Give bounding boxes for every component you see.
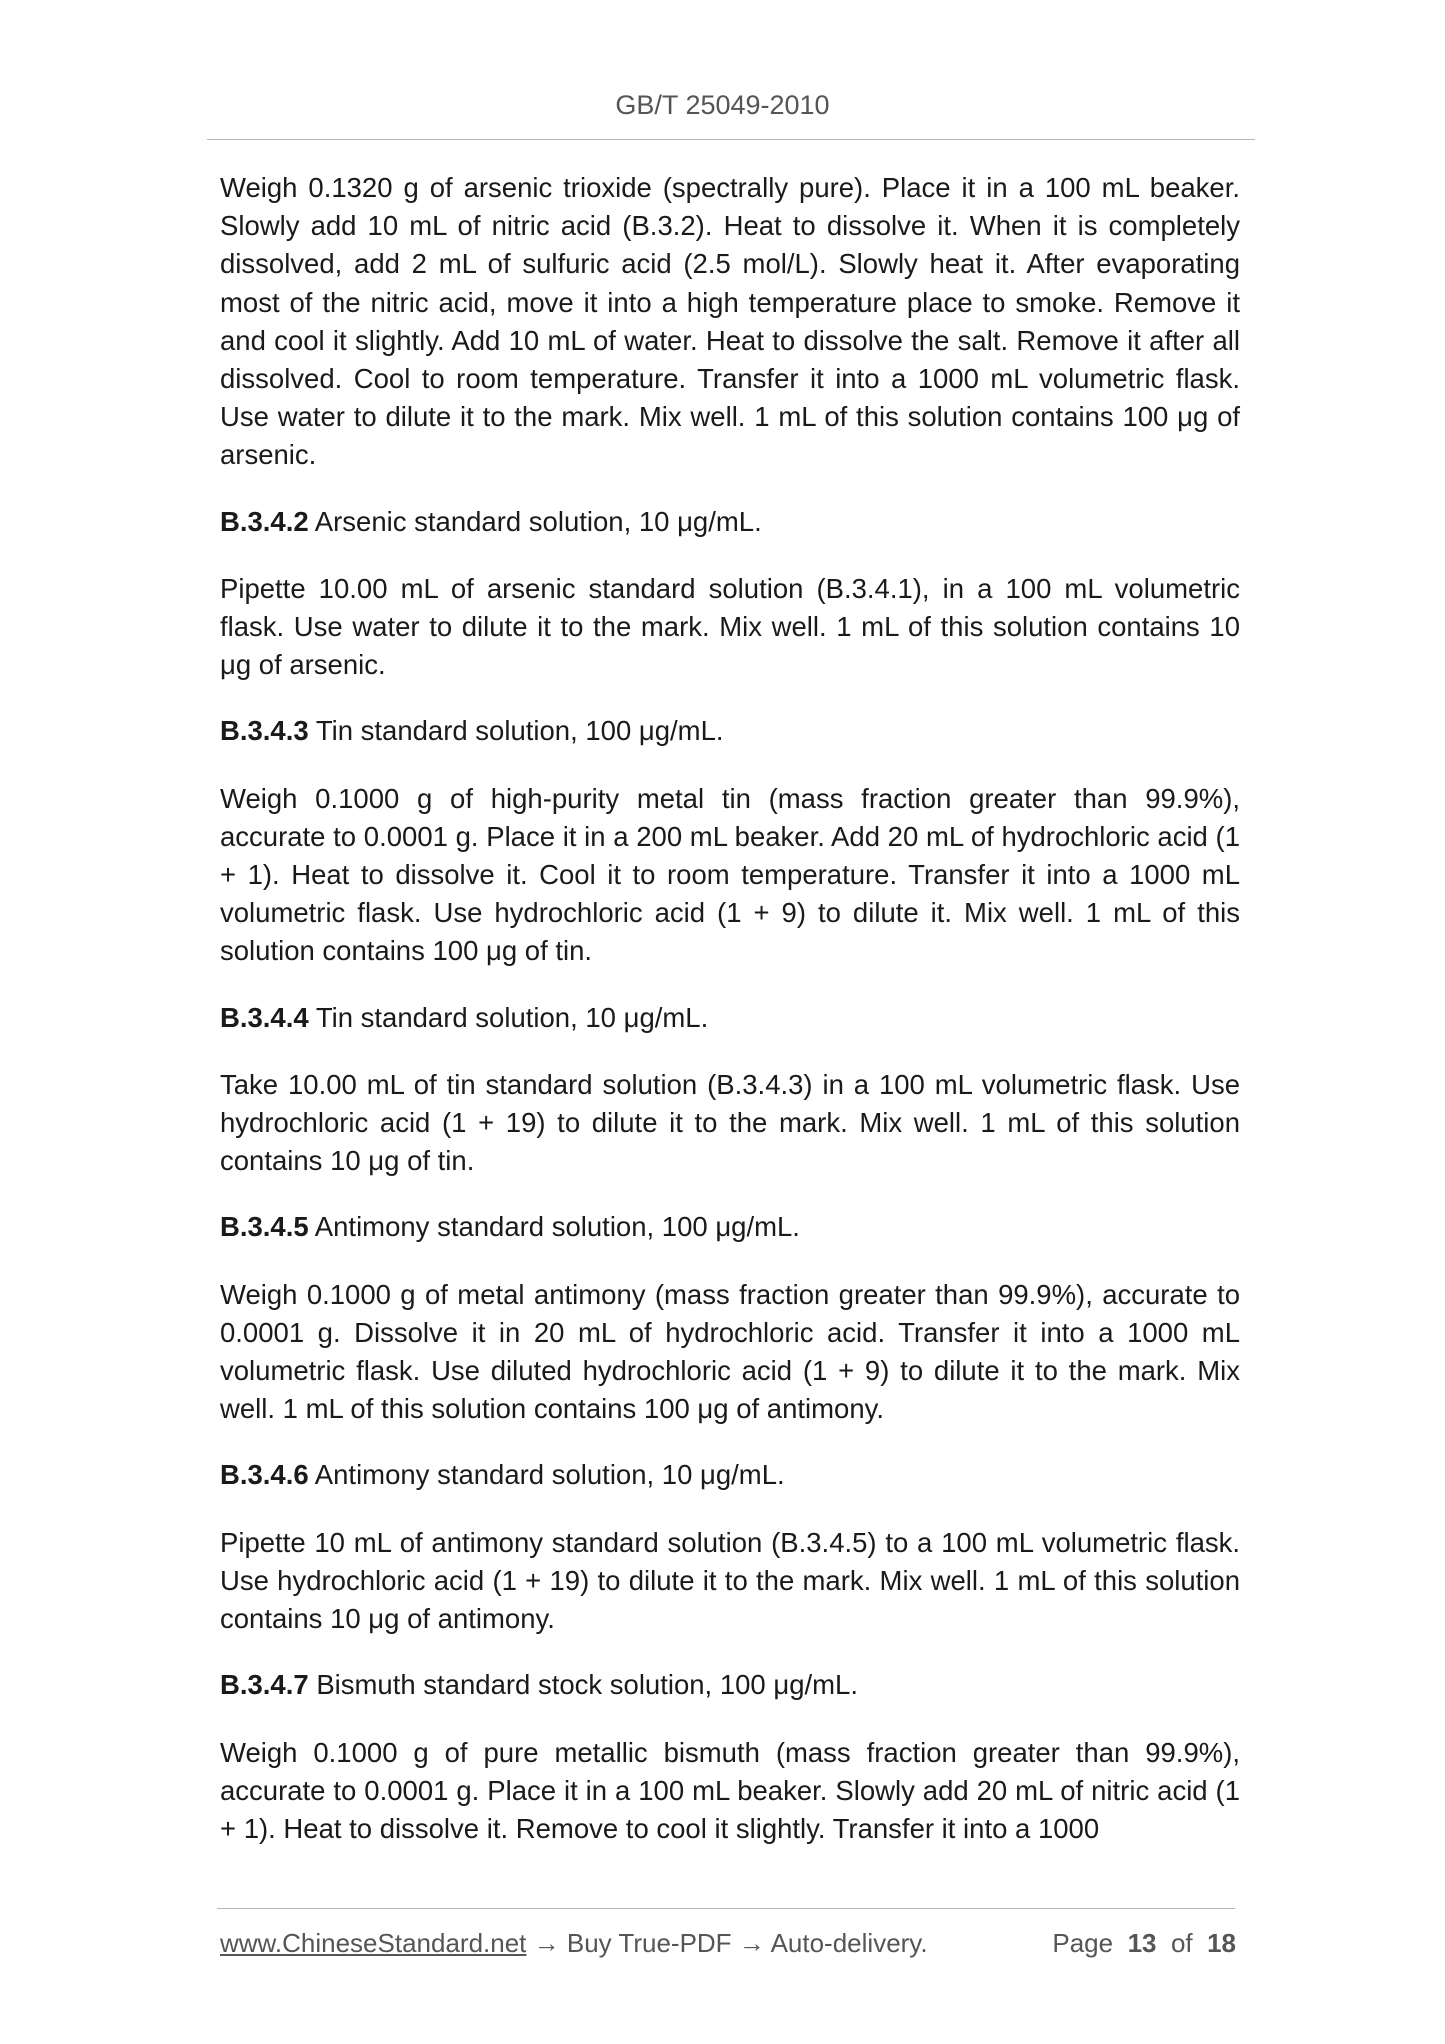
footer-divider (217, 1908, 1235, 1909)
footer-promo-text: → Buy True-PDF → Auto-delivery. (526, 1928, 928, 1958)
paragraph: Weigh 0.1320 g of arsenic trioxide (spectrally pure). Place it in a 100 mL beaker. Slowly add 10 mL of nitric acid (B.3.2). Heat to dissolve it. When it is completely dissolved, add 2 mL of sulfuric acid (2.5 mol/L). Slowly heat it. After evaporating most of the nitric acid, move it into a high temperature place to smoke. Remove it and cool it slightly. Add 10 mL of water. Heat to dissolve the salt. Remove it after all dissolved. Cool to room temperature. Transfer it into a 1000 mL volumetric flask. Use water to dilute it to the mark. Mix well. 1 mL of this solution contains 100 μg of arsenic. (220, 172, 1240, 471)
paragraph: Weigh 0.1000 g of pure metallic bismuth (mass fraction greater than 99.9%), accurate to 0.0001 g. Place it in a 100 mL beaker. Slowly add 20 mL of nitric acid (1 + 1). Heat to dissolve it. Remove to cool it slightly. Transfer it into a 1000 (220, 1736, 1240, 1844)
section-heading (220, 999, 1240, 1037)
section-title: Arsenic standard solution, 10 μg/mL. (314, 505, 762, 537)
section-number: B.3.4.7 (220, 1669, 309, 1701)
section-heading (220, 712, 1240, 750)
page-footer (220, 1928, 1236, 1968)
paragraph: Take 10.00 mL of tin standard solution (B.3.4.3) in a 100 mL volumetric flask. Use hydrochloric acid (1 + 19) to dilute it to the mark. Mix well. 1 mL of this solution contains 10 μg of tin. (220, 1068, 1240, 1177)
section-heading (220, 1208, 1240, 1246)
section-heading (220, 1666, 1240, 1704)
section-heading (220, 503, 1240, 541)
section-title: Antimony standard solution, 10 μg/mL. (314, 1459, 785, 1491)
section-title: Bismuth standard stock solution, 100 μg/mL. (316, 1669, 858, 1701)
section-number: B.3.4.5 (220, 1211, 309, 1243)
website-link[interactable]: www.ChineseStandard.net (220, 1928, 527, 1958)
page-body (220, 169, 1240, 1876)
section-number: B.3.4.6 (220, 1459, 309, 1491)
page-total: 18 (1207, 1928, 1236, 1958)
document-id-header: GB/T 25049-2010 (615, 90, 830, 120)
page-current: 13 (1127, 1928, 1157, 1958)
paragraph: Pipette 10 mL of antimony standard solution (B.3.4.5) to a 100 mL volumetric flask. Use hydrochloric acid (1 + 19) to dilute it to the mark. Mix well. 1 mL of this solution contains 10 μg of antimony. (220, 1526, 1240, 1635)
page-label: Page (1052, 1928, 1114, 1958)
section-title: Antimony standard solution, 100 μg/mL. (314, 1211, 800, 1243)
section-number: B.3.4.2 (220, 505, 309, 537)
header-divider (207, 139, 1255, 140)
section-number: B.3.4.3 (220, 715, 309, 747)
section-title: Tin standard solution, 100 μg/mL. (315, 715, 724, 747)
page-of-label: of (1170, 1928, 1193, 1958)
section-title: Tin standard solution, 10 μg/mL. (315, 1001, 709, 1033)
page-number (1052, 1928, 1236, 1959)
paragraph: Pipette 10.00 mL of arsenic standard solution (B.3.4.1), in a 100 mL volumetric flask. Use water to dilute it to the mark. Mix well. 1 mL of this solution contains 10 μg of arsenic. (220, 572, 1240, 681)
section-heading (220, 1456, 1240, 1494)
paragraph: Weigh 0.1000 g of metal antimony (mass fraction greater than 99.9%), accurate to 0.0001 g. Dissolve it in 20 mL of hydrochloric acid. Transfer it into a 1000 mL volumetric flask. Use diluted hydrochloric acid (1 + 9) to dilute it to the mark. Mix well. 1 mL of this solution contains 100 μg of antimony. (220, 1278, 1240, 1425)
section-number: B.3.4.4 (220, 1001, 309, 1033)
footer-promo (220, 1928, 928, 1959)
paragraph: Weigh 0.1000 g of high-purity metal tin (mass fraction greater than 99.9%), accurate to 0.0001 g. Place it in a 200 mL beaker. Add 20 mL of hydrochloric acid (1 + 1). Heat to dissolve it. Cool it to room temperature. Transfer it into a 1000 mL volumetric flask. Use hydrochloric acid (1 + 9) to dilute it. Mix well. 1 mL of this solution contains 100 μg of tin. (220, 782, 1240, 967)
